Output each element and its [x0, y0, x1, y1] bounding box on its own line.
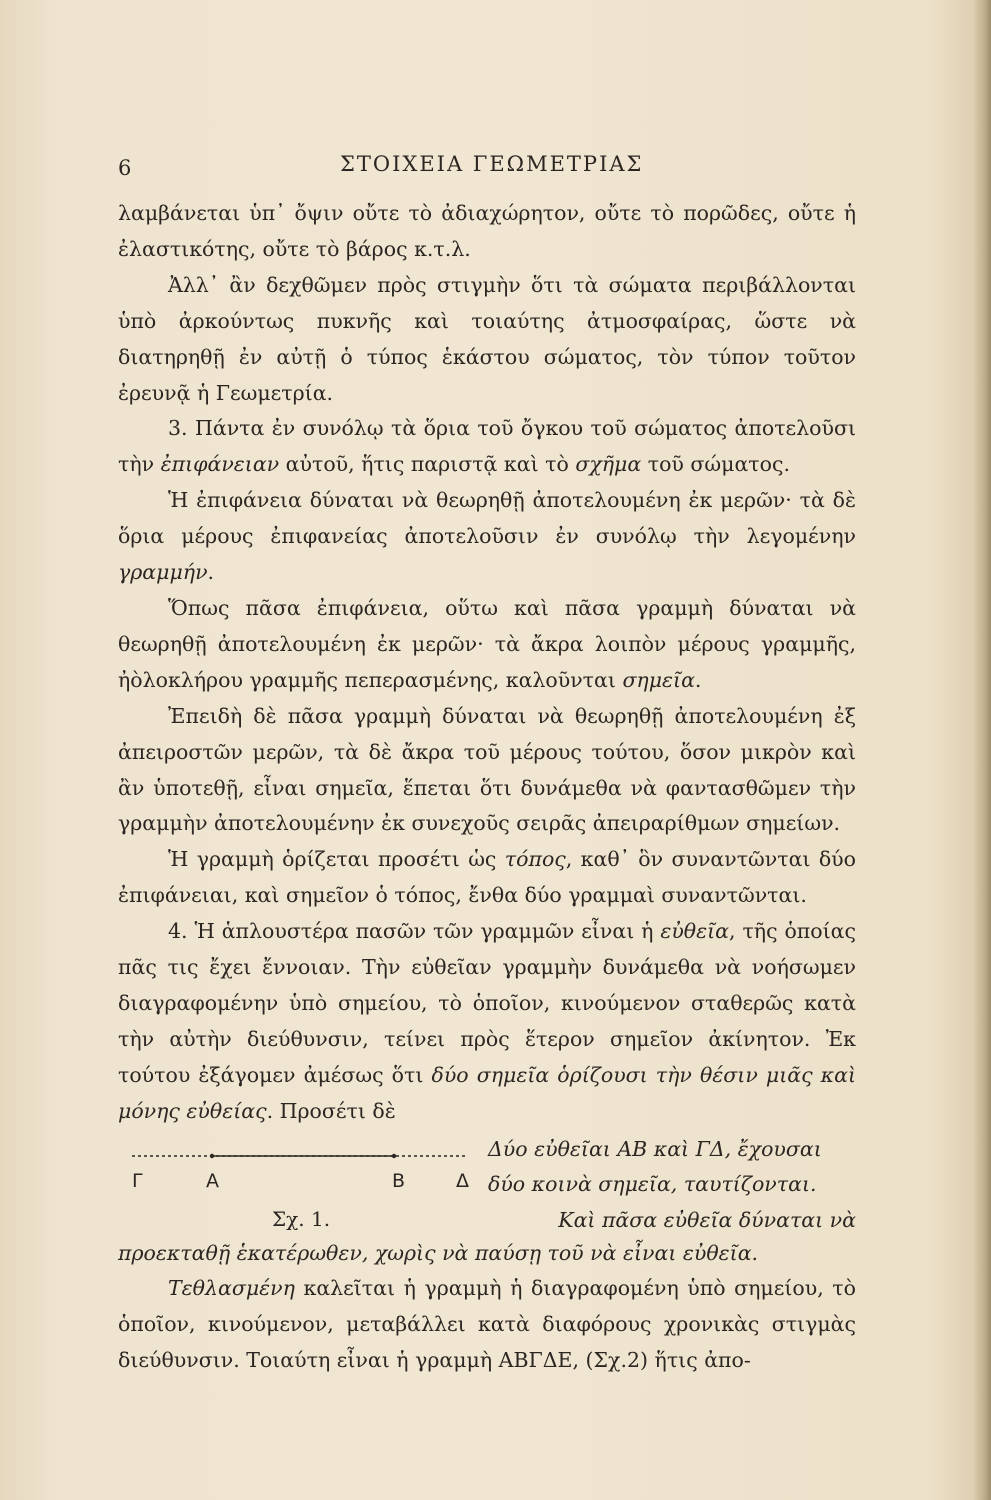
paragraph-3-text-c: τοῦ σώματος.: [647, 452, 790, 477]
paragraph-8-text-c: . Προσέτι δὲ: [266, 1098, 396, 1123]
paragraph-7-text-a: Ἡ γραμμὴ ὁρίζεται προσέτι ὡς: [168, 847, 497, 872]
term-points: σημεῖα: [622, 667, 695, 692]
figure-side-text: [488, 1132, 856, 1240]
figure-1: [126, 1132, 486, 1236]
figure-side-line-3: [488, 1203, 856, 1239]
body-text: [118, 196, 856, 1379]
label-gamma: Γ: [132, 1169, 143, 1192]
figure-side-line-3-text: Καὶ πᾶσα εὐθεῖα δύναται νὰ: [558, 1208, 856, 1233]
paragraph-1: λαμβάνεται ὑπ᾽ ὄψιν οὔτε τὸ ἀδιαχώρητον, οὔτε τὸ πορῶδες, οὔτε ἡ ἐλαστικότης, οὔτε τὸ βάρος κ.τ.λ.: [118, 201, 856, 261]
theorem-two-points: δύο σημεῖα ὁρίζουσι τὴν θέσιν μιᾶς καὶ μόνης εὐθείας: [118, 1062, 856, 1123]
paragraph-3-text-b: αὐτοῦ, ἥτις παριστᾷ καὶ τὸ: [285, 452, 569, 477]
figure-caption: Σχ. 1.: [272, 1206, 331, 1231]
paragraph-4: Ἡ ἐπιφάνεια δύναται νὰ θεωρηθῇ ἀποτελουμένη ἐκ μερῶν· τὰ δὲ ὅρια μέρους ἐπιφανείας ἀποτελοῦσιν ἐν συνόλῳ τὴν λεγομένην γραμμήν.: [118, 488, 856, 585]
paragraph-10: [118, 1271, 856, 1379]
paragraph-5-text: Ὅπως πᾶσα ἐπιφάνεια, οὕτω καὶ πᾶσα γραμμὴ δύναται νὰ θεωρηθῇ ἀποτελουμένη ἐκ μερῶν· τὰ ἄκρα λοιπὸν μέρους γραμμῆς, ἠὸλοκλήρου γραμμῆς πεπερασμένης, καλοῦνται: [118, 595, 856, 692]
paragraph-8-text-a: 4. Ἡ ἁπλουστέρα πασῶν τῶν γραμμῶν εἶναι ἡ: [168, 919, 654, 944]
term-straight-line: εὐθεῖα: [660, 919, 730, 944]
figure-side-line-2-text: δύο κοινὰ σημεῖα, ταυτίζονται.: [488, 1172, 817, 1197]
figure-side-line-1-text: Δύο εὐθεῖαι ΑΒ καὶ ΓΔ, ἔχουσαι: [488, 1136, 822, 1161]
label-delta: Δ: [456, 1169, 469, 1192]
paragraph-7-text-b: , καθ᾽ ὃν συναντῶνται δύο ἐπιφάνειαι, καὶ σημεῖον ὁ τόπος, ἔνθα δύο γραμμαὶ συναντῶνται.: [118, 847, 856, 908]
paragraph-10-text: καλεῖται ἡ γραμμὴ ἡ διαγραφομένη ὑπὸ σημείου, τὸ ὁποῖον, κινούμενον, μεταβάλλει κατὰ διαφόρους χρονικὰς στιγμὰς διεύθυνσιν. Τοιαύτη εἶναι ἡ γραμμὴ ΑΒΓΔΕ, (Σχ.2) ἥτις ἀπο-: [118, 1276, 856, 1373]
paragraph-3: [118, 411, 856, 483]
figure-side-line-1: [488, 1132, 856, 1168]
paragraph-7: [118, 842, 856, 914]
figure-side-line-2: [488, 1167, 856, 1203]
figure-1-block: [118, 1132, 856, 1236]
page-header: [118, 152, 858, 182]
page-edge-shadow: [973, 0, 991, 1500]
point-a-mark: [210, 1153, 214, 1157]
term-line: γραμμήν: [118, 560, 208, 585]
term-surface: ἐπιφάνειαν: [160, 452, 280, 477]
running-head: ΣΤΟΙΧΕΙΑ ΓΕΩΜΕΤΡΙΑΣ: [340, 152, 644, 176]
paragraph-5: Ὅπως πᾶσα ἐπιφάνεια, οὕτω καὶ πᾶσα γραμμὴ δύναται νὰ θεωρηθῇ ἀποτελουμένη ἐκ μερῶν· τὰ ἄκρα λοιπὸν μέρους γραμμῆς, ἠὸλοκλήρου γραμμῆς πεπερασμένης, καλοῦνται σημεῖα.: [118, 595, 856, 692]
paragraph-6: Ἐπειδὴ δὲ πᾶσα γραμμὴ δύναται νὰ θεωρηθῇ ἀποτελουμένη ἐξ ἀπειροστῶν μερῶν, τὰ δὲ ἄκρα τοῦ μέρους τούτου, ὅσον μικρὸν καὶ ἂν ὑποτεθῇ, εἶναι σημεῖα, ἕπεται ὅτι δυνάμεθα νὰ φαντασθῶμεν τὴν γραμμὴν ἀποτελουμένην ἐκ συνεχοῦς σειρᾶς ἀπειραρίθμων σημείων.: [118, 703, 856, 836]
paragraph-9-text: προεκταθῇ ἑκατέρωθεν, χωρὶς νὰ παύσῃ τοῦ νὰ εἶναι εὐθεῖα.: [118, 1240, 759, 1265]
figure-1-line: [126, 1144, 486, 1184]
paragraph-9: [118, 1236, 856, 1272]
label-a: Α: [206, 1169, 219, 1192]
term-broken-line: Τεθλασμένη: [168, 1276, 295, 1301]
paragraph-3-text-a: 3. Πάντα ἐν συνόλῳ τὰ ὅρια τοῦ ὄγκου τοῦ σώματος ἀποτελοῦσι τὴν: [118, 416, 856, 477]
paragraph-4-text: Ἡ ἐπιφάνεια δύναται νὰ θεωρηθῇ ἀποτελουμένη ἐκ μερῶν· τὰ δὲ ὅρια μέρους ἐπιφανείας ἀποτελοῦσιν ἐν συνόλῳ τὴν λεγομένην: [118, 488, 856, 549]
label-b: Β: [392, 1169, 406, 1192]
paragraph-2: Ἀλλ᾽ ἂν δεχθῶμεν πρὸς στιγμὴν ὅτι τὰ σώματα περιβάλλονται ὑπὸ ἀρκούντως πυκνῆς καὶ τοιαύτης ἀτμοσφαίρας, ὥστε νὰ διατηρηθῇ ἐν αὐτῇ ὁ τύπος ἑκάστου σώματος, τὸν τύπον τοῦτον ἐρευνᾷ ἡ Γεωμετρία.: [118, 272, 856, 405]
term-locus: τόπος: [504, 847, 566, 872]
page-number: 6: [118, 156, 132, 180]
term-shape: σχῆμα: [575, 452, 642, 477]
paragraph-8: [118, 914, 856, 1129]
paragraph-8-text-b: , τῆς ὁποίας πᾶς τις ἔχει ἔννοιαν. Τὴν εὐθεῖαν γραμμὴν δυνάμεθα νὰ νοήσωμεν διαγραφομένην ὑπὸ σημείου, τὸ ὁποῖον, κινούμενον σταθερῶς κατὰ τὴν αὐτὴν διεύθυνσιν, τείνει πρὸς ἕτερον σημεῖον ἀκίνητον. Ἐκ τούτου ἐξάγομεν ἀμέσως ὅτι: [118, 919, 856, 1087]
point-b-mark: [392, 1153, 396, 1157]
